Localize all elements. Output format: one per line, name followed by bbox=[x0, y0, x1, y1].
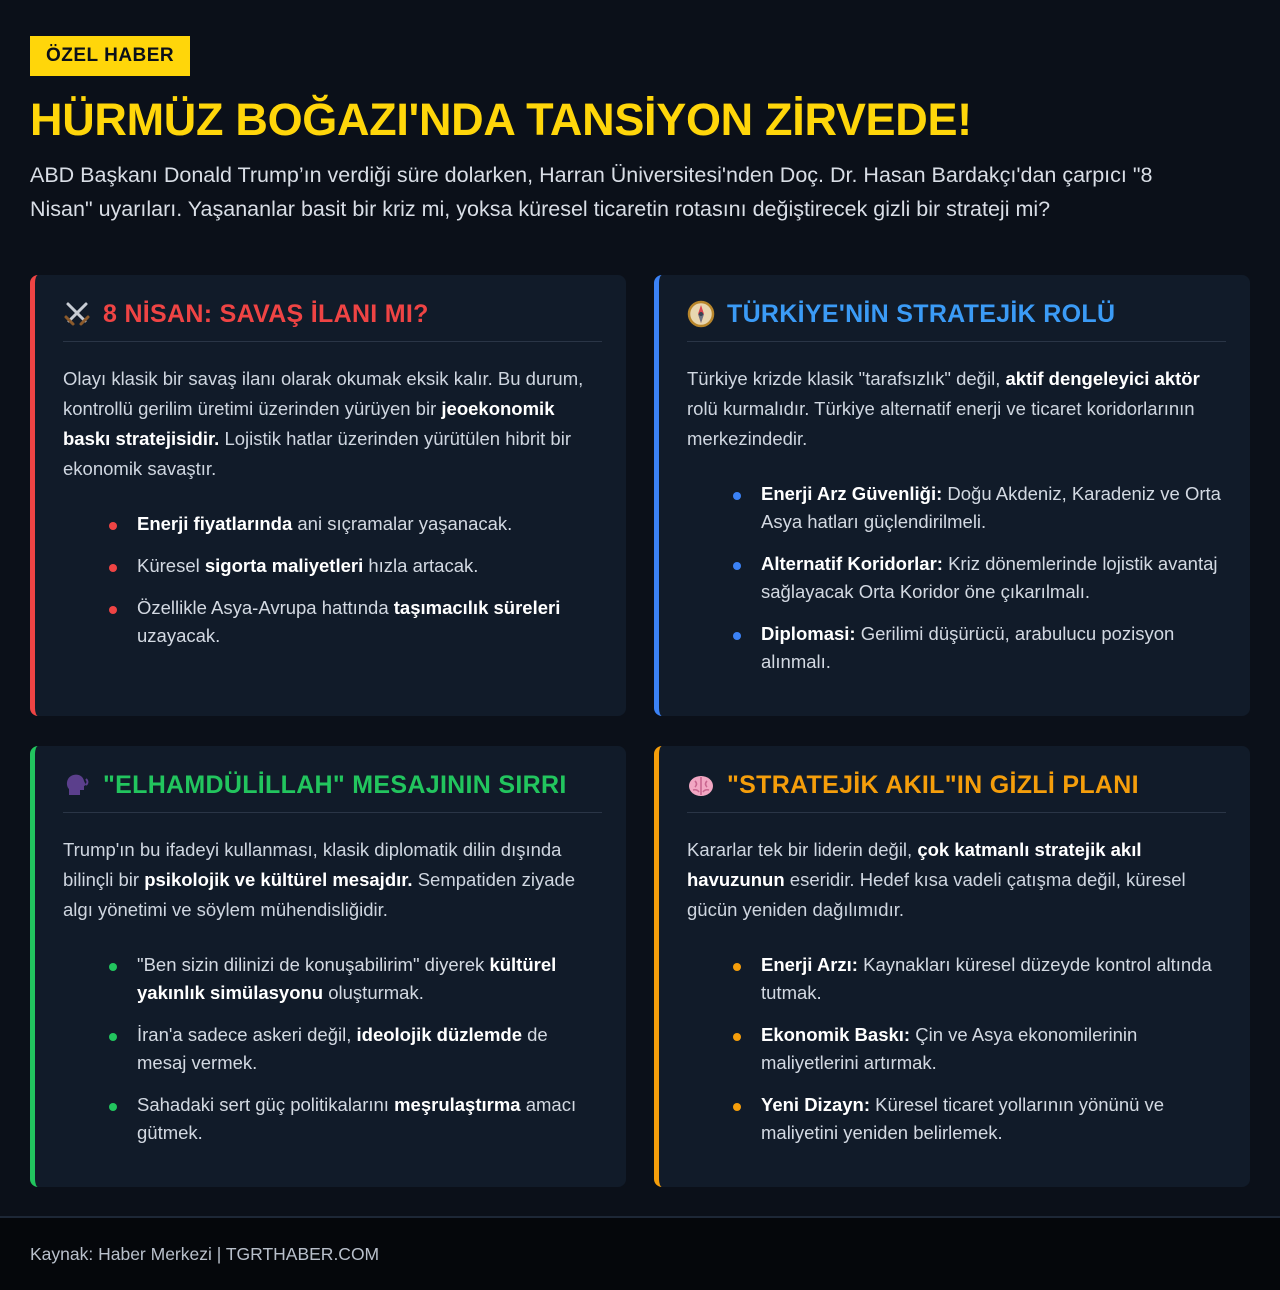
bullet-dot-icon bbox=[109, 606, 117, 614]
card-war-declaration bbox=[30, 275, 626, 716]
body-text: Sempatiden ziyade algı yönetimi ve söylem mühendisliğidir. bbox=[63, 869, 576, 920]
headline: HÜRMÜZ BOĞAZI'NDA TANSİYON ZİRVEDE! bbox=[30, 94, 972, 145]
card-list bbox=[687, 480, 1226, 676]
card-strategic-mind bbox=[654, 746, 1250, 1187]
source-credit: Kaynak: Haber Merkezi | TGRTHABER.COM bbox=[30, 1244, 380, 1264]
body-text: Olayı klasik bir savaş ilanı olarak okumak eksik kalır. Bu durum, kontrollü gerilim üretimi üzerinden yürüyen bir bbox=[63, 368, 584, 419]
emphasis-text: Diplomasi: bbox=[761, 623, 856, 644]
emphasis-text: meşrulaştırma bbox=[394, 1094, 521, 1115]
card-paragraph bbox=[687, 835, 1226, 925]
body-text: amacı gütmek. bbox=[137, 1094, 577, 1143]
body-text: uzayacak. bbox=[137, 625, 221, 646]
list-item bbox=[109, 1091, 602, 1147]
crossed-swords-icon bbox=[63, 300, 91, 328]
body-text: ani sıçramalar yaşanacak. bbox=[292, 513, 513, 534]
card-title-text: "ELHAMDÜLİLLAH" MESAJININ SIRRI bbox=[103, 771, 567, 799]
body-text: Özellikle Asya-Avrupa hattında bbox=[137, 597, 394, 618]
card-title-text: 8 NİSAN: SAVAŞ İLANI MI? bbox=[103, 300, 429, 328]
emphasis-text: psikolojik ve kültürel mesajdır. bbox=[144, 869, 413, 890]
card-paragraph bbox=[687, 364, 1226, 454]
body-text: Lojistik hatlar üzerinden yürütülen hibrit bir ekonomik savaştır. bbox=[63, 428, 571, 479]
list-item bbox=[109, 951, 602, 1007]
bullet-dot-icon bbox=[733, 963, 741, 971]
brain-icon bbox=[687, 771, 715, 799]
body-text: İran'a sadece askeri değil, bbox=[137, 1024, 357, 1045]
body-text: Doğu Akdeniz, Karadeniz ve Orta Asya hatları güçlendirilmeli. bbox=[761, 483, 1221, 532]
body-text: Kriz dönemlerinde lojistik avantaj sağlayacak Orta Koridor öne çıkarılmalı. bbox=[761, 553, 1218, 602]
body-text: oluşturmak. bbox=[323, 982, 424, 1003]
card-list bbox=[687, 951, 1226, 1147]
bullet-dot-icon bbox=[733, 1033, 741, 1041]
card-title bbox=[63, 768, 602, 813]
list-item bbox=[109, 594, 602, 650]
body-text: eseridir. Hedef kısa vadeli çatışma değil, küresel gücün yeniden dağılımıdır. bbox=[687, 869, 1186, 920]
bullet-dot-icon bbox=[733, 632, 741, 640]
body-text: Küresel ticaret yollarının yönünü ve maliyetini yeniden belirlemek. bbox=[761, 1094, 1165, 1143]
card-title bbox=[63, 297, 602, 342]
bullet-dot-icon bbox=[109, 1103, 117, 1111]
list-item bbox=[109, 510, 602, 538]
body-text: Gerilimi düşürücü, arabulucu pozisyon alınmalı. bbox=[761, 623, 1175, 672]
card-turkey-role bbox=[654, 275, 1250, 716]
emphasis-text: taşımacılık süreleri bbox=[393, 597, 561, 618]
emphasis-text: jeoekonomik baskı stratejisidir. bbox=[63, 398, 555, 449]
emphasis-text: Alternatif Koridorlar: bbox=[761, 553, 943, 574]
list-item bbox=[733, 951, 1226, 1007]
bullet-dot-icon bbox=[109, 522, 117, 530]
card-title-text: TÜRKİYE'NİN STRATEJİK ROLÜ bbox=[727, 300, 1116, 328]
body-text: Kararlar tek bir liderin değil, bbox=[687, 839, 918, 860]
card-title bbox=[687, 768, 1226, 813]
body-text: Çin ve Asya ekonomilerinin maliyetlerini artırmak. bbox=[761, 1024, 1138, 1073]
bullet-dot-icon bbox=[109, 564, 117, 572]
card-elhamdulillah-message bbox=[30, 746, 626, 1187]
card-list bbox=[63, 510, 602, 650]
list-item bbox=[733, 620, 1226, 676]
card-title-text: "STRATEJİK AKIL"IN GİZLİ PLANI bbox=[727, 771, 1139, 799]
lead-paragraph: ABD Başkanı Donald Trump’ın verdiği süre dolarken, Harran Üniversitesi'nden Doç. Dr. Hasan Bardakçı'dan çarpıcı "8 Nisan" uyarıları. Yaşananlar basit bir kriz mi, yoksa küresel ticaretin rotasını değiştirecek gizli bir strateji mi? bbox=[30, 163, 1153, 221]
body-text: Küresel bbox=[137, 555, 205, 576]
list-item bbox=[109, 552, 602, 580]
card-list bbox=[63, 951, 602, 1147]
list-item bbox=[733, 550, 1226, 606]
list-item bbox=[733, 480, 1226, 536]
emphasis-text: sigorta maliyetleri bbox=[204, 555, 364, 576]
emphasis-text: Enerji Arz Güvenliği: bbox=[761, 483, 943, 504]
emphasis-text: Enerji fiyatlarında bbox=[137, 513, 293, 534]
emphasis-text: aktif dengeleyici aktör bbox=[1005, 368, 1200, 389]
card-paragraph bbox=[63, 364, 602, 484]
emphasis-text: kültürel yakınlık simülasyonu bbox=[137, 954, 557, 1003]
body-text: rolü kurmalıdır. Türkiye alternatif enerji ve ticaret koridorlarının merkezindedir. bbox=[687, 398, 1195, 449]
compass-icon bbox=[687, 300, 715, 328]
footer bbox=[0, 1216, 1280, 1290]
emphasis-text: çok katmanlı stratejik akıl havuzunun bbox=[687, 839, 1142, 890]
card-paragraph bbox=[63, 835, 602, 925]
bullet-dot-icon bbox=[109, 1033, 117, 1041]
emphasis-text: Ekonomik Baskı: bbox=[761, 1024, 911, 1045]
card-title bbox=[687, 297, 1226, 342]
header bbox=[30, 36, 1250, 226]
emphasis-text: Enerji Arzı: bbox=[761, 954, 858, 975]
bullet-dot-icon bbox=[733, 562, 741, 570]
list-item bbox=[109, 1021, 602, 1077]
special-news-badge: ÖZEL HABER bbox=[30, 36, 190, 76]
body-text: "Ben sizin dilinizi de konuşabilirim" diyerek bbox=[137, 954, 490, 975]
body-text: Trump'ın bu ifadeyi kullanması, klasik diplomatik dilin dışında bilinçli bir bbox=[63, 839, 562, 890]
emphasis-text: Yeni Dizayn: bbox=[761, 1094, 870, 1115]
list-item bbox=[733, 1091, 1226, 1147]
body-text: de mesaj vermek. bbox=[137, 1024, 548, 1073]
emphasis-text: ideolojik düzlemde bbox=[356, 1024, 522, 1045]
list-item bbox=[733, 1021, 1226, 1077]
bullet-dot-icon bbox=[733, 492, 741, 500]
body-text: hızla artacak. bbox=[363, 555, 479, 576]
body-text: Türkiye krizde klasik "tarafsızlık" değil, bbox=[687, 368, 1006, 389]
speaking-head-icon bbox=[63, 771, 91, 799]
bullet-dot-icon bbox=[109, 963, 117, 971]
bullet-dot-icon bbox=[733, 1103, 741, 1111]
body-text: Kaynakları küresel düzeyde kontrol altında tutmak. bbox=[761, 954, 1212, 1003]
body-text: Sahadaki sert güç politikalarını bbox=[137, 1094, 395, 1115]
